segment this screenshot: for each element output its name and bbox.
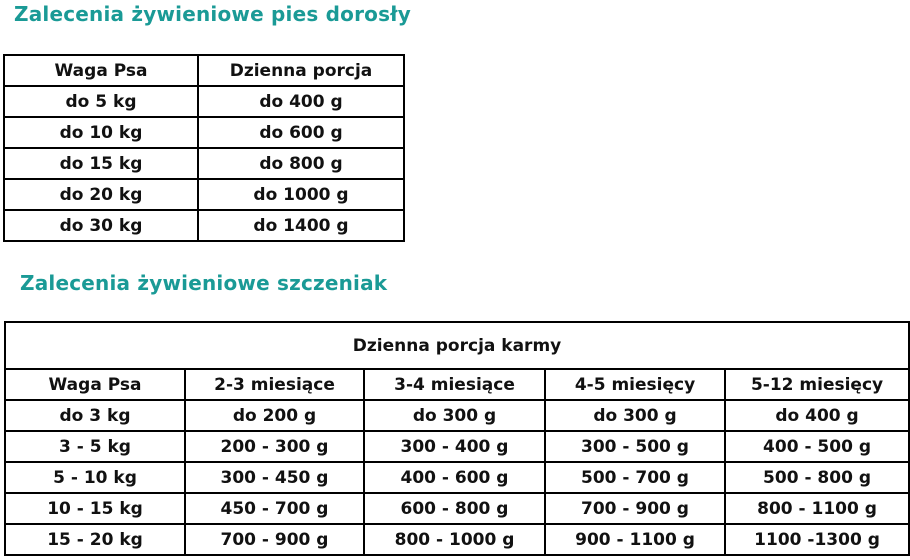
- weight-cell: do 3 kg: [5, 400, 185, 431]
- column-header-age: 2-3 miesiące: [185, 369, 364, 400]
- portion-cell: do 200 g: [185, 400, 364, 431]
- portion-cell: 700 - 900 g: [545, 493, 725, 524]
- column-header-daily-portion: Dzienna porcja: [198, 55, 404, 86]
- weight-cell: 15 - 20 kg: [5, 524, 185, 555]
- column-header-weight: Waga Psa: [5, 369, 185, 400]
- portion-cell: 1100 -1300 g: [725, 524, 909, 555]
- table-row: [5, 524, 909, 555]
- table-row: [5, 493, 909, 524]
- portion-cell: do 600 g: [198, 117, 404, 148]
- column-header-age: 5-12 miesięcy: [725, 369, 909, 400]
- portion-cell: do 1000 g: [198, 179, 404, 210]
- portion-cell: do 1400 g: [198, 210, 404, 241]
- portion-cell: do 400 g: [198, 86, 404, 117]
- weight-cell: do 20 kg: [4, 179, 198, 210]
- portion-cell: 450 - 700 g: [185, 493, 364, 524]
- column-header-age: 3-4 miesiące: [364, 369, 545, 400]
- portion-cell: do 800 g: [198, 148, 404, 179]
- portion-cell: 400 - 600 g: [364, 462, 545, 493]
- column-header-weight: Waga Psa: [4, 55, 198, 86]
- portion-cell: 800 - 1000 g: [364, 524, 545, 555]
- portion-cell: 700 - 900 g: [185, 524, 364, 555]
- adult-feeding-table: [3, 54, 405, 242]
- weight-cell: do 15 kg: [4, 148, 198, 179]
- portion-cell: do 300 g: [364, 400, 545, 431]
- table-row: [4, 117, 404, 148]
- weight-cell: do 5 kg: [4, 86, 198, 117]
- table-caption-row: [5, 322, 909, 369]
- portion-cell: 200 - 300 g: [185, 431, 364, 462]
- portion-cell: 800 - 1100 g: [725, 493, 909, 524]
- puppy-feeding-table: [4, 321, 910, 556]
- table-row: [4, 210, 404, 241]
- portion-cell: 600 - 800 g: [364, 493, 545, 524]
- portion-cell: 500 - 800 g: [725, 462, 909, 493]
- column-header-age: 4-5 miesięcy: [545, 369, 725, 400]
- portion-cell: 300 - 400 g: [364, 431, 545, 462]
- portion-cell: 500 - 700 g: [545, 462, 725, 493]
- weight-cell: 10 - 15 kg: [5, 493, 185, 524]
- table-row: [4, 179, 404, 210]
- portion-cell: 300 - 450 g: [185, 462, 364, 493]
- weight-cell: 5 - 10 kg: [5, 462, 185, 493]
- portion-cell: 900 - 1100 g: [545, 524, 725, 555]
- table-caption: Dzienna porcja karmy: [5, 322, 909, 369]
- puppy-feeding-title: Zalecenia żywieniowe szczeniak: [20, 271, 388, 295]
- portion-cell: 400 - 500 g: [725, 431, 909, 462]
- weight-cell: do 10 kg: [4, 117, 198, 148]
- portion-cell: do 300 g: [545, 400, 725, 431]
- portion-cell: do 400 g: [725, 400, 909, 431]
- weight-cell: 3 - 5 kg: [5, 431, 185, 462]
- weight-cell: do 30 kg: [4, 210, 198, 241]
- table-row: [4, 148, 404, 179]
- portion-cell: 300 - 500 g: [545, 431, 725, 462]
- table-row: [5, 400, 909, 431]
- table-row: [5, 431, 909, 462]
- table-header-row: [5, 369, 909, 400]
- table-header-row: [4, 55, 404, 86]
- table-row: [4, 86, 404, 117]
- adult-feeding-title: Zalecenia żywieniowe pies dorosły: [14, 2, 412, 26]
- table-row: [5, 462, 909, 493]
